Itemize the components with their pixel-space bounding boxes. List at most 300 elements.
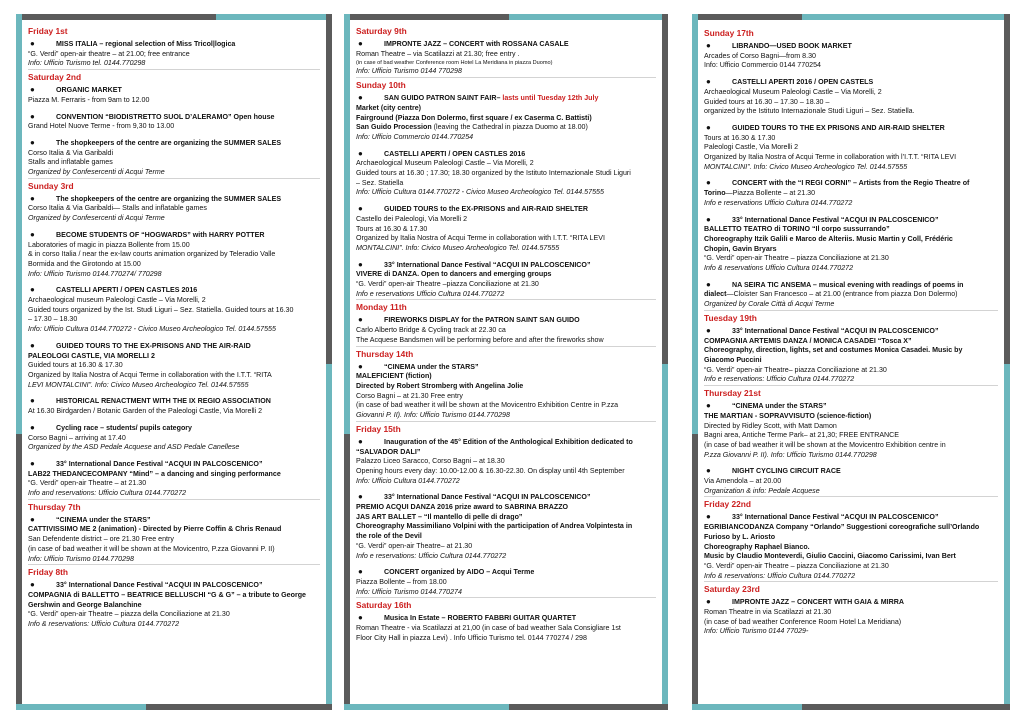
event-detail-line: Info e reservations Ufficio Cultura 0144.770272 [356,289,505,298]
event-detail-line: “G. Verdi” open-air Theatre– piazza Conciliazione at 21.30 [704,365,887,374]
event-detail-line: JAS ART BALLET – “Il mantello di pelle di drago” [356,512,523,521]
event-item [356,437,656,487]
event-title-line [28,230,320,241]
event-detail-line: “G. Verdi” open-air theatre – at 21.00; free entrance [28,49,190,58]
event-title: 33° International Dance Festival “ACQUI IN PALCOSCENICO” [732,215,939,224]
event-detail-line: Info: Ufficio Turismo 0144 770298 [356,67,462,76]
event-detail-line: Directed by Robert Stromberg with Angelina Jolie [356,381,524,390]
event-title-line [704,401,998,412]
event-detail-line: organized by the Istituto Internazionale Studi Liguri – Sez. Statiella. [704,107,915,116]
event-detail-line: Palazzo Liceo Saracco, Corso Bagni – at 18.30 [356,457,505,466]
panel-right [692,14,1010,710]
event-item [28,423,320,453]
event-detail-line: Info: Ufficio Turismo 0144.770298 [28,554,134,563]
event-detail-line: Paleologi Castle, Via Morelli 2 [704,143,799,152]
event-item [28,138,320,178]
frame-bar [692,14,698,434]
event-detail-line: Piazza M. Ferraris - from 9am to 12.00 [28,95,150,104]
event-title-line [704,466,998,477]
event-detail-line: Info & reservations: Ufficio Cultura 0144.770272 [28,620,180,629]
event-detail-line: Fairground (Piazza Don Dolermo, first square / ex Caserma C. Battisti) [356,113,592,122]
event-detail-line: Info & reservations Ufficio Cultura 0144.770272 [704,264,854,273]
event-detail-line: Giovanni P. II). Info: Ufficio Turismo 0144.770298 [356,411,510,420]
bullet-icon: ● [706,214,711,224]
event-title-line [28,112,320,123]
event-detail-line: Roman Theatre in via Scatilazzi at 21.30 [704,608,832,617]
event-detail-line: Bagni area, Antiche Terme Park– at 21,30; FREE ENTRANCE [704,431,900,440]
event-item [704,178,998,208]
day-heading: Sunday 17th [704,28,754,38]
frame-bar [326,14,332,364]
event-detail-line: Choreography Massimiliano Volpini with the participation of Andrea Volpintesta in [356,522,633,531]
day-heading: Saturday 16th [356,597,656,611]
event-title: ORGANIC MARKET [56,86,122,95]
bullet-icon: ● [30,396,35,406]
event-item [28,39,320,69]
event-title-line [356,492,656,503]
event-detail-line: Archaeological Museum Paleologi Castle – Via Morelli, 2 [704,87,882,96]
event-detail-line: Corso Italia & Via Garibaldi— Stalls and inflatable games [28,204,207,213]
event-title: MISS ITALIA – regional selection of Miss Tricol|logica [56,40,236,48]
event-title-line [356,567,656,578]
event-title: SAN GUIDO PATRON SAINT FAIR– [384,94,501,103]
event-detail-line: Organized by Italia Nostra of Acqui Terme in collaboration with the I.T.T. “RITA [28,370,272,379]
event-detail-line: PREMIO ACQUI DANZA 2016 prize award to SABRINA BRAZZO [356,503,569,512]
frame-bar [16,434,22,710]
day-heading: Friday 22nd [704,496,998,510]
event-item [356,492,656,561]
day-heading: Thursday 7th [28,499,320,513]
event-title: Musica In Estate – ROBERTO FABBRI GUITAR QUARTET [384,614,577,623]
bullet-icon: ● [30,137,35,147]
event-detail-line: THE MARTIAN - SOPRAVVISUTO (science-fiction) [704,411,872,420]
event-detail-line: BALLETTO TEATRO di TORINO “Il corpo sussurrando” [704,225,890,234]
event-title-line [28,396,320,407]
frame-bar [692,704,802,710]
event-item [704,215,998,274]
event-item [28,515,320,565]
event-title-line [356,362,656,373]
event-item [356,93,656,143]
event-detail-line: Stalls and inflatable games [28,158,113,167]
event-item [704,597,998,637]
event-detail-line: – Sez. Statiella [356,178,404,187]
event-item [28,194,320,224]
day-heading: Saturday 2nd [28,69,320,83]
event-detail-line: MALEFICIENT (fiction) [356,372,432,381]
event-detail-line: Info: Ufficio Cultura 0144.770272 [356,476,460,485]
event-item [704,512,998,581]
event-title-line [28,459,320,470]
event-detail-line: Chopin, Gavin Bryars [704,244,777,253]
event-item [704,466,998,496]
frame-bar [692,434,698,710]
event-title-line [356,315,656,326]
event-title: CONCERT with the “I REGI CORNI” – Artists from the Regio Theatre of [732,179,970,188]
event-title-line [704,41,998,52]
frame-bar [16,14,22,434]
event-title: 33° International Dance Festival “ACQUI IN PALCOSCENICO” [732,513,939,522]
event-detail-line: & in corso Italia / near the ex-law courts animation organized by Teleradio Valle [28,250,276,259]
event-title: GUIDED TOURS TO THE EX PRISONS AND AIR-RAID SHELTER [732,123,945,132]
event-detail-line: VIVERE di DANZA. Open to dancers and emerging groups [356,270,552,279]
event-title-line [28,515,320,526]
event-detail-line: Choreography, direction, lights, set and costumes Monica Casadei. Music by [704,346,963,355]
event-detail-line: – 17.30 – 18.30 [28,315,78,324]
event-title-line [704,512,998,523]
event-title-line [704,326,998,337]
bullet-icon: ● [706,512,711,522]
event-title-line [704,77,998,88]
event-title-line [28,341,320,352]
event-title: NIGHT CYCLING CIRCUIT RACE [732,467,841,476]
frame-bar [662,364,668,710]
event-detail-line [704,290,998,300]
event-detail-line: LEVI MONTALCINI”. Info: Civico Museo Archeologico Tel. 0144.57555 [28,380,249,389]
event-detail-line [356,123,656,133]
event-title-line [356,39,656,50]
event-detail-line: Choreography Raphael Bianco. [704,542,810,551]
event-title-line [356,149,656,160]
event-title-line [28,194,320,205]
event-detail-line: “G. Verdi” open-air Theatre – piazza della Conciliazione at 21.30 [28,610,230,619]
event-item [356,149,656,199]
frame-bar [1004,14,1010,364]
frame-bar [344,434,350,710]
event-detail-line: Music by Claudio Monteverdi, Giulio Caccini, Giacomo Carissimi, Ivan Bert [704,552,956,561]
event-detail-line: Roman Theatre - via Scatilazzi at 21,00 (in case of bad weather Sala Consigliare 1st [356,624,621,633]
day-heading: Friday 8th [28,564,320,578]
event-item [356,39,656,77]
bullet-icon: ● [706,279,711,289]
event-title-highlight: lasts until Tuesday 12th July [500,94,599,103]
bullet-icon: ● [706,401,711,411]
event-detail-line: Grand Hotel Nuove Terme - from 9,30 to 13.00 [28,122,175,131]
event-detail-line: Organized by Corale Città di Acqui Terme [704,300,835,309]
event-detail-line: Floor City Hall in piazza Levi) . Info Ufficio Turismo tel. 0144 770274 / 298 [356,633,587,642]
day-heading: Monday 11th [356,299,656,313]
event-item [356,613,656,643]
event-item [356,315,656,345]
event-detail-line: Archaeological museum Paleologi Castle – Via Morelli, 2 [28,296,206,305]
event-title: 33° International Dance Festival “ACQUI IN PALCOSCENICO” [56,459,263,468]
event-detail-line: Corso Bagni – at 21.30 Free entry [356,391,463,400]
bullet-icon: ● [706,325,711,335]
event-detail-line: LAB22 THEDANCECOMPANY “Mind” – a dancing and singing performance [28,469,281,478]
event-item [28,396,320,416]
bullet-icon: ● [30,422,35,432]
event-item [28,112,320,132]
frame-bar [802,14,1010,20]
frame-bar [16,704,146,710]
event-detail-line: MONTALCINI”. Info: Civico Museo Archeologico Tel. 0144.57555 [704,162,908,171]
event-detail-line: Info: Ufficio Turismo tel. 0144.770298 [28,59,146,68]
event-detail-line: Info & reservations: Ufficio Cultura 0144.770272 [704,571,856,580]
event-item [704,41,998,71]
event-title-line [28,39,320,50]
event-detail-line: Info: Ufficio Turismo 0144.770274 [356,587,462,596]
event-detail-line: Guided tours organized by the Ist. Studi Liguri – Sez. Statiella. Guided tours at 16.30 [28,305,294,314]
event-detail-line: San Defendente district – ore 21.30 Free entry [28,535,174,544]
bullet-icon: ● [30,85,35,95]
event-detail-line: Info: Ufficio Cultura 0144.770272 - Civico Museo Archeologico Tel. 0144.57555 [28,325,276,334]
event-detail-line: CATTIVISSIMO ME 2 (animation) - Directed by Pierre Coffin & Chris Renaud [28,525,282,534]
bullet-icon: ● [358,613,363,623]
bullet-icon: ● [30,39,35,48]
bullet-icon: ● [706,77,711,87]
day-heading: Saturday 23rd [704,581,998,595]
event-detail-line: Organized by Italia Nostra of Acqui Terme in collaboration with I.T.T. “RITA LEVI [356,234,605,243]
event-title-line [704,123,998,134]
bullet-icon: ● [358,93,363,103]
event-detail-line: “G. Verdi” open-air Theatre – at 21.30 [28,479,147,488]
event-title-line [28,580,320,591]
bullet-icon: ● [30,285,35,295]
event-detail-line: Organized by Confesercenti di Acqui Terme [28,168,165,177]
day-heading: Friday 1st [28,26,68,36]
bullet-icon: ● [358,315,363,325]
bullet-icon: ● [706,41,711,50]
event-detail-bold: dialect [704,290,727,299]
bullet-icon: ● [30,229,35,239]
event-title: 33° International Dance Festival “ACQUI IN PALCOSCENICO” [56,581,263,590]
event-detail-line: Info and reservations: Ufficio Cultura 0144.770272 [28,489,187,498]
bullet-icon: ● [358,492,363,502]
day-heading: Friday 15th [356,421,656,435]
event-title-line [28,85,320,96]
event-title: IMPRONTE JAZZ – CONCERT WITH GAIA & MIRRA [732,598,904,607]
event-title: GUIDED TOURS TO THE EX-PRISONS AND THE AIR-RAID [56,341,251,350]
frame-bar [16,14,216,20]
event-title-line [356,437,656,448]
bullet-icon: ● [30,340,35,350]
event-detail-line: “G. Verdi” open-air Theatre –piazza Conciliazione at 21.30 [356,280,539,289]
frame-bar [662,14,668,364]
day-heading: Tuesday 19th [704,310,998,324]
event-item [704,123,998,173]
event-detail-line: (in case of bad weather Conference room Hotel La Meridiana in piazza Duomo) [356,60,553,67]
event-detail-line: EGRIBIANCODANZA Company “Orlando” Suggestioni coreografiche sull’Orlando [704,523,980,532]
event-detail-line: Info e reservations: Ufficio Cultura 0144.770272 [704,375,855,384]
event-title: Cycling race – students/ pupils category [56,423,193,432]
event-title-line [704,215,998,226]
event-detail-line: (in case of bad weather Conference Room Hotel La Meridiana) [704,617,902,626]
event-detail-line: MONTALCINI”. Info: Civico Museo Archeologico Tel. 0144.57555 [356,243,560,252]
bullet-icon: ● [358,567,363,577]
event-title-line [356,613,656,624]
event-detail-line: “G. Verdi” open-air Theatre – piazza Conciliazione at 21.30 [704,254,889,263]
day-heading: Thursday 14th [356,346,656,360]
event-title: GUIDED TOURS to the EX-PRISONS and AIR-RAID SHELTER [384,205,589,214]
event-title-line [28,423,320,434]
event-detail-line: Info: Ufficio Turismo 0144.770274/ 770298 [28,269,162,278]
event-detail-line: Directed by Ridley Scott, with Matt Damon [704,421,837,430]
event-detail-line: (in case of bad weather it will be shown at the Movicentro, P.zza Giovanni P. II) [28,544,275,553]
frame-bar [802,704,1010,710]
frame-bar [344,14,509,20]
event-detail-line: Archaeological Museum Paleologi Castle – Via Morelli, 2 [356,159,534,168]
bullet-icon: ● [30,580,35,590]
event-detail-line: Piazza Bollente – from 18.00 [356,577,447,586]
event-item [356,204,656,254]
event-detail-line: COMPAGNIA di BALLETTO – BEATRICE BELLUSCHI “G & G” – a tribute to George [28,590,306,599]
event-detail-line: Castello dei Paleologi, Via Morelli 2 [356,214,468,223]
bullet-icon: ● [706,178,711,188]
event-detail-line: (in case of bad weather it will be shown at the Movicentro Exhibition centre in [704,440,946,449]
event-detail-line: “SALVADOR DALI” [356,447,421,456]
event-detail-line: Info: Ufficio Cultura 0144.770272 - Civico Museo Archeologico Tel. 0144.57555 [356,188,604,197]
event-detail-line: COMPAGNIA ARTEMIS DANZA / MONICA CASADEI “Tosca X” [704,336,912,345]
event-title-line [28,285,320,296]
event-detail-rest: —Cloister San Francesco – at 21.00 (entrance from piazza Don Dolermo) [726,290,958,299]
event-detail-line: Organized by Italia Nostra of Acqui Terme in collaboration with l’I.T.T. “RITA LEVI [704,153,957,162]
event-detail-line: Info: Ufficio Commercio 0144 770254 [704,61,821,70]
event-title: CASTELLI APERTI 2016 / OPEN CASTELS [732,78,874,87]
event-item [356,260,656,300]
event-detail-line: Via Amendola – at 20.00 [704,477,782,486]
bullet-icon: ● [358,148,363,158]
bullet-icon: ● [358,436,363,446]
bullet-icon: ● [30,458,35,468]
event-item [356,567,656,597]
event-detail-line: the role of the Devil [356,532,422,541]
event-item [28,85,320,105]
frame-bar [146,704,332,710]
frame-bar [509,704,668,710]
event-item [704,77,998,117]
panel-content [356,24,656,643]
bullet-icon: ● [358,204,363,214]
event-item [28,285,320,335]
event-title-line [356,260,656,271]
bullet-icon: ● [358,259,363,269]
event-title: 33° International Dance Festival “ACQUI IN PALCOSCENICO” [384,493,591,502]
bullet-icon: ● [358,361,363,371]
event-detail-line: Opening hours every day: 10.00-12.00 & 16.30-22.30. On display until 4th September [356,466,625,475]
event-detail-line: Info: Ufficio Commercio 0144.770254 [356,132,474,141]
event-detail-line: “G. Verdi” open-air Theatre– at 21.30 [356,541,473,550]
event-detail-line: Info e reservations: Ufficio Cultura 0144.770272 [356,551,507,560]
event-title: LIBRANDO—USED BOOK MARKET [732,42,852,50]
event-detail-line: Guided tours at 16.30 – 17.30 – 18.30 – [704,97,830,106]
panel-middle [344,14,668,710]
event-detail-line: Organization & info: Pedale Acquese [704,486,820,495]
day-heading: Thursday 21st [704,385,998,399]
panel-left [16,14,332,710]
panel-content [704,26,998,637]
event-item [28,580,320,630]
event-title: The shopkeepers of the centre are organizing the SUMMER SALES [56,138,282,147]
event-detail-line: Guided tours at 16.30 & 17.30 [28,361,123,370]
event-detail-line: Laboratories of magic in piazza Bollente from 15.00 [28,240,190,249]
event-title: CASTELLI APERTI / OPEN CASTLES 2016 [384,149,526,158]
event-detail-line: Roman Theatre – via Scatilazzi at 21.30; free entry . [356,49,520,58]
event-title-line [704,597,998,608]
event-detail-line: “G. Verdi” open-air Theatre – piazza Conciliazione at 21.30 [704,561,889,570]
event-title: NA SEIRA TIC ANSEMA – musical evening with readings of poems in [732,280,964,289]
event-detail-rest: —Piazza Bollente – at 21.30 [725,189,816,198]
frame-bar [509,14,668,20]
event-detail-bold: Torino [704,189,726,198]
event-detail-line: Tours at 16.30 & 17.30 [356,224,428,233]
bullet-icon: ● [30,514,35,524]
event-detail-line: Furioso by L. Ariosto [704,532,776,541]
event-detail-line: The Acquese Bandsmen will be performing before and after the fireworks show [356,335,604,344]
event-title: 33° International Dance Festival “ACQUI IN PALCOSCENICO” [732,326,939,335]
frame-bar [344,14,350,434]
day-heading: Saturday 9th [356,26,407,36]
event-item [28,341,320,391]
event-item [356,362,656,421]
bullet-icon: ● [30,193,35,203]
bullet-icon: ● [30,111,35,121]
event-title: IMPRONTE JAZZ – CONCERT with ROSSANA CASALE [384,40,569,48]
event-title: “CINEMA under the STARS” [384,362,479,371]
event-detail-line: Corso Bagni – arriving at 17.40 [28,433,126,442]
frame-bar [344,704,509,710]
bullet-icon: ● [706,122,711,132]
day-heading: Sunday 10th [356,77,656,91]
event-title-line [28,138,320,149]
event-detail-line: Carlo Alberto Bridge & Cycling track at 22.30 ca [356,326,506,335]
event-detail-line: Bormida and the Girotondo at 15.00 [28,259,141,268]
event-detail-line: Tours at 16.30 & 17.30 [704,133,776,142]
event-title: CONCERT organized by AIDO – Acqui Terme [384,568,535,577]
event-detail-line: Organized by the ASD Pedale Acquese and ASD Pedale Canellese [28,443,240,452]
event-title: 33° International Dance Festival “ACQUI IN PALCOSCENICO” [384,260,591,269]
event-title: “CINEMA under the STARS” [732,402,827,411]
event-item [704,280,998,310]
frame-bar [326,364,332,710]
event-detail-line: Info: Ufficio Turismo 0144 77029- [704,627,809,636]
event-detail-line [704,189,998,199]
event-detail-line: Choreography Itzik Galili e Marco de Alteriis. Music Martin y Coll, Frédéric [704,234,953,243]
event-item [704,401,998,460]
event-detail-line: Giacomo Puccini [704,355,762,364]
event-title: CASTELLI APERTI / OPEN CASTLES 2016 [56,286,198,295]
event-title-line [704,280,998,291]
frame-bar [1004,364,1010,710]
event-title-line [356,93,656,104]
event-title: HISTORICAL RENACTMENT WITH THE IX REGIO ASSOCIATION [56,397,271,406]
frame-bar [692,14,802,20]
event-detail-bold: San Guido Procession [356,123,432,132]
event-item [28,459,320,499]
day-heading: Sunday 3rd [28,178,320,192]
bullet-icon: ● [706,597,711,607]
event-title: FIREWORKS DISPLAY for the PATRON SAINT SAN GUIDO [384,316,580,325]
event-detail-line: (in case of bad weather it will be shown at the Movicentro Exhibition Centre in P.zza [356,401,619,410]
frame-bar [216,14,332,20]
event-title: “CINEMA under the STARS” [56,515,151,524]
bullet-icon: ● [358,39,363,48]
event-detail-line: At 16.30 Birdgarden / Botanic Garden of the Paleologi Castle, Via Morelli 2 [28,407,263,416]
bullet-icon: ● [706,466,711,476]
event-title: CONVENTION “BIODISTRETTO SUOL D’ALERAMO” Open house [56,112,275,121]
event-title: The shopkeepers of the centre are organizing the SUMMER SALES [56,194,282,203]
event-detail-line: Market (city centre) [356,103,422,112]
panel-content [28,24,320,630]
event-detail-line: P.zza Giovanni P. II). Info: Ufficio Turismo 0144.770298 [704,450,877,459]
event-title-line [704,178,998,189]
event-detail-line: Corso Italia & Via Garibaldi [28,148,114,157]
event-detail-line: Arcades of Corso Bagni—from 8.30 [704,51,816,60]
event-detail-line: Guided tours at 16.30 ; 17.30; 18.30 organized by the Istituto Internazionale Studi Liguri [356,169,631,178]
event-item [704,326,998,385]
event-item [28,230,320,280]
event-detail-rest: (leaving the Cathedral in piazza Duomo at 18.00) [431,123,588,132]
event-detail-line: PALEOLOGI CASTLE, VIA MORELLI 2 [28,351,155,360]
